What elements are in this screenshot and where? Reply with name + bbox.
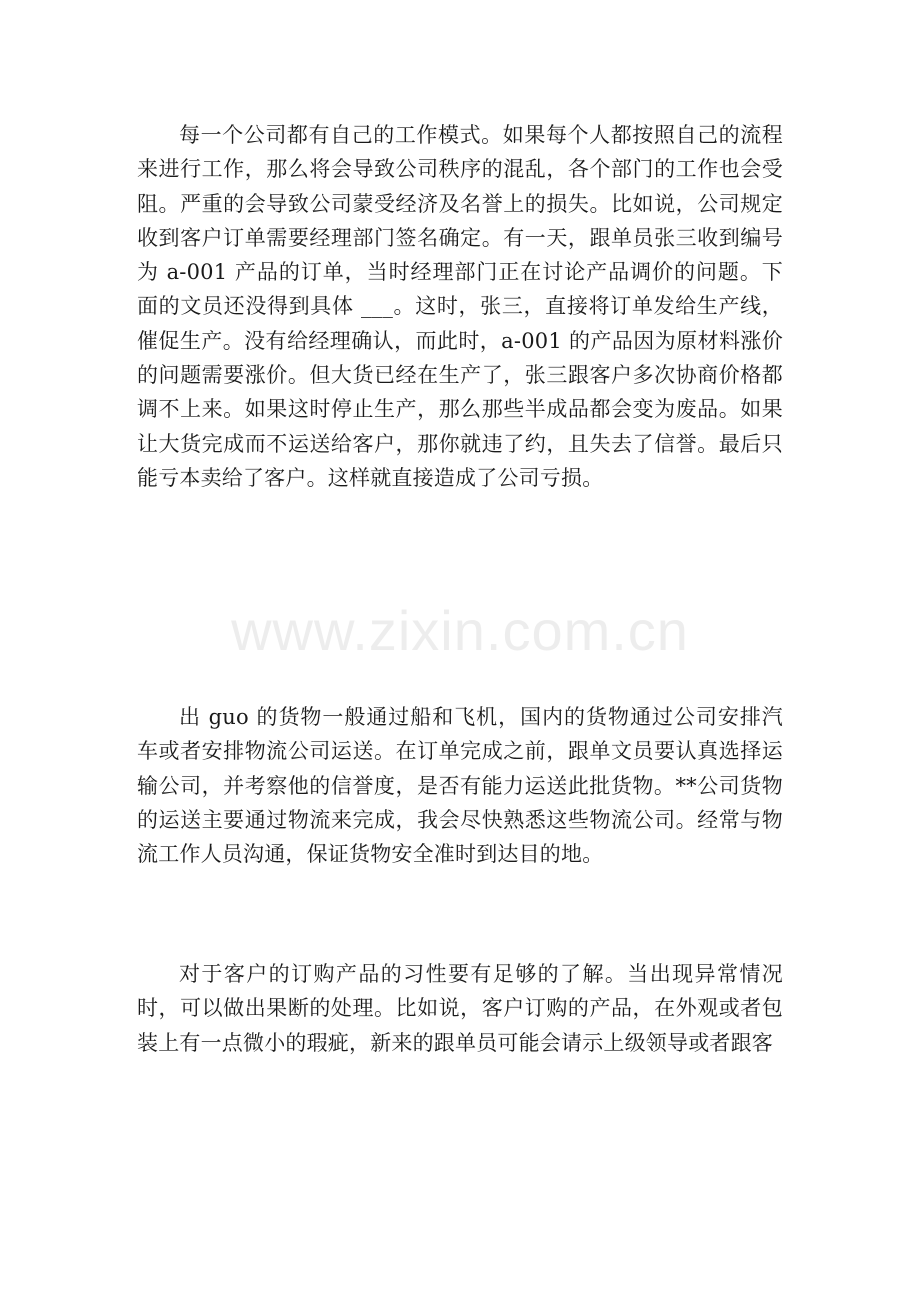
watermark: www.zixin.com.cn: [231, 599, 689, 662]
paragraph-customer-habits: 对于客户的订购产品的习性要有足够的了解。当出现异常情况时，可以做出果断的处理。比如说，客户订购的产品，在外观或者包装上有一点微小的瑕疵，新来的跟单员可能会请示上级领导或者跟客: [137, 962, 783, 1055]
paragraph-work-mode: 每一个公司都有自己的工作模式。如果每个人都按照自己的流程来进行工作，那么将会导致公司秩序的混乱，各个部门的工作也会受阻。严重的会导致公司蒙受经济及名誉上的损失。比如说，公司规定收到客户订单需要经理部门签名确定。有一天，跟单员张三收到编号为 a-001 产品的订单，当时经理部门正在讨论产品调价的问题。下面的文员还没得到具体 ___。这时，张三，直接将订单发给生产线，催促生产。没有给经理确认，而此时，a-001 的产品因为原材料涨价的问题需要涨价。但大货已经在生产了，张三跟客户多次协商价格都调不上来。如果这时停止生产，那么那些半成品都会变为废品。如果让大货完成而不运送给客户，那你就违了约，且失去了信誉。最后只能亏本卖给了客户。这样就直接造成了公司亏损。: [137, 123, 783, 490]
paragraph-shipping: 出 guo 的货物一般通过船和飞机，国内的货物通过公司安排汽车或者安排物流公司运送。在订单完成之前，跟单文员要认真选择运输公司，并考察他的信誉度，是否有能力运送此批货物。**公司货物的运送主要通过物流来完成，我会尽快熟悉这些物流公司。经常与物流工作人员沟通，保证货物安全准时到达目的地。: [137, 705, 783, 867]
